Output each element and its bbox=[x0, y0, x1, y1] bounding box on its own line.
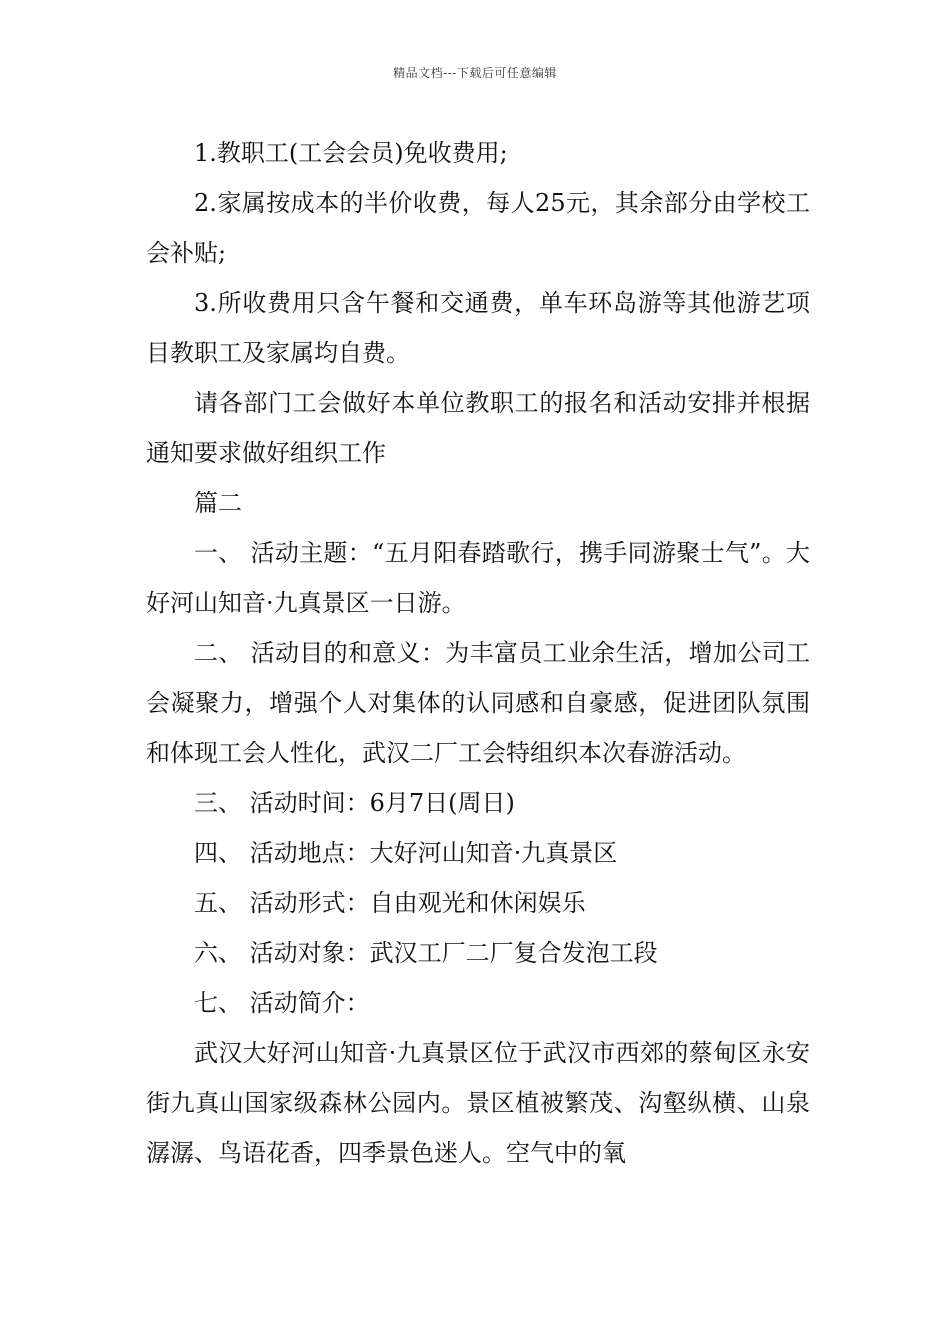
fee-item-3: 3.所收费用只含午餐和交通费，单车环岛游等其他游艺项目教职工及家属均自费。 bbox=[146, 289, 810, 367]
activity-format: 五、 活动形式：自由观光和休闲娱乐 bbox=[194, 889, 586, 917]
section-heading: 篇二 bbox=[194, 489, 242, 517]
activity-intro-heading: 七、 活动简介： bbox=[194, 989, 370, 1017]
activity-theme: 一、 活动主题：“五月阳春踏歌行，携手同游聚士气”。大好河山知音·九真景区一日游。 bbox=[146, 539, 810, 617]
activity-time: 三、 活动时间：6月7日(周日) bbox=[194, 789, 515, 817]
fee-item-2: 2.家属按成本的半价收费，每人25元，其余部分由学校工会补贴; bbox=[146, 189, 810, 267]
organization-notice: 请各部门工会做好本单位教职工的报名和活动安排并根据通知要求做好组织工作 bbox=[146, 389, 810, 467]
fee-item-1: 1.教职工(工会会员)免收费用; bbox=[194, 139, 508, 167]
document-body bbox=[146, 128, 810, 1178]
activity-purpose: 二、 活动目的和意义：为丰富员工业余生活，增加公司工会凝聚力，增强个人对集体的认同感和自豪感，促进团队氛围和体现工会人性化，武汉二厂工会特组织本次春游活动。 bbox=[146, 639, 810, 767]
activity-intro-text: 武汉大好河山知音·九真景区位于武汉市西郊的蔡甸区永安街九真山国家级森林公园内。景区植被繁茂、沟壑纵横、山泉潺潺、鸟语花香，四季景色迷人。空气中的氧 bbox=[146, 1039, 810, 1167]
page-header: 精品文档---下载后可任意编辑 bbox=[393, 66, 557, 80]
activity-participants: 六、 活动对象：武汉工厂二厂复合发泡工段 bbox=[194, 939, 658, 967]
activity-location: 四、 活动地点：大好河山知音·九真景区 bbox=[194, 839, 618, 867]
